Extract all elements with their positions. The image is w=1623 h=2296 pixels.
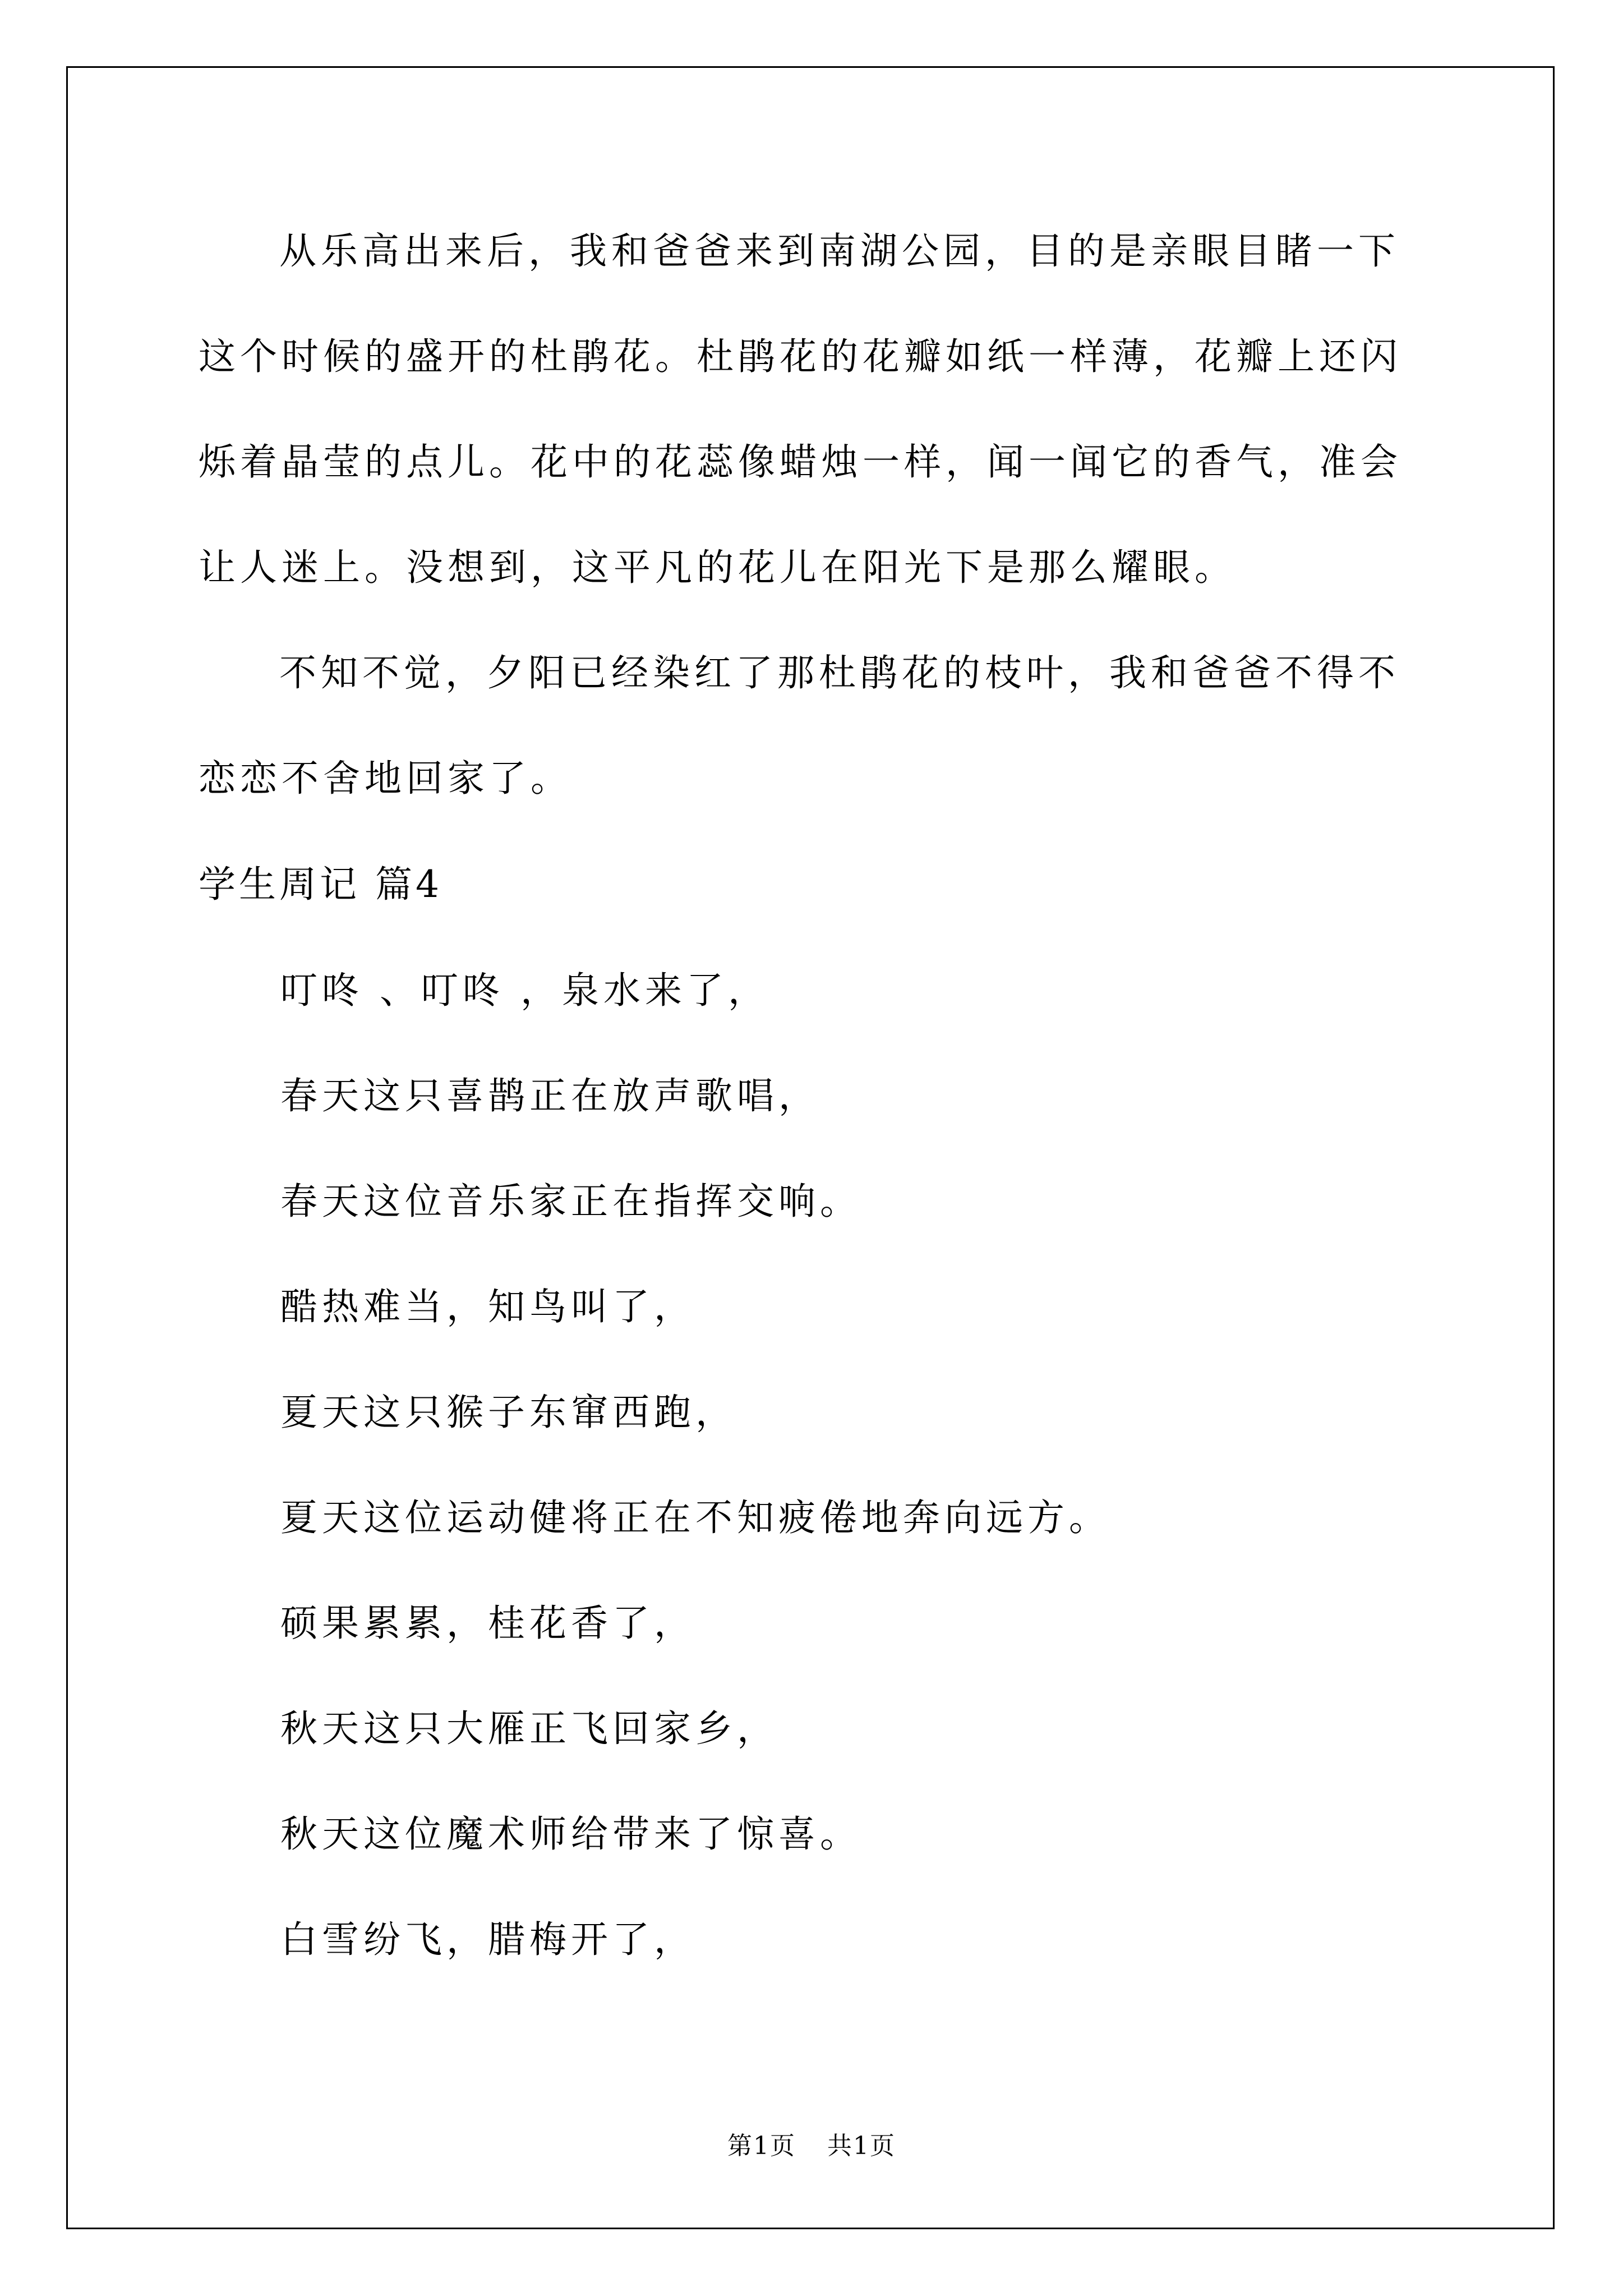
document-body	[199, 199, 1427, 1993]
page-number: 第1页	[727, 2132, 796, 2160]
poem-line: 春天这只喜鹊正在放声歌唱，	[280, 1074, 820, 1117]
poem-line: 酷热难当，知鸟叫了，	[280, 1285, 695, 1328]
page-footer	[0, 2129, 1623, 2163]
poem-line: 夏天这位运动健将正在不知疲倦地奔向远方。	[280, 1496, 1110, 1539]
page-count: 共1页	[827, 2132, 896, 2160]
poem-line: 叮咚 、叮咚 ，泉水来了，	[280, 969, 769, 1012]
poem-line: 秋天这位魔术师给带来了惊喜。	[280, 1812, 861, 1856]
paragraph: 从乐高出来后，我和爸爸来到南湖公园，目的是亲眼目睹一下这个时候的盛开的杜鹃花。杜鹃花的花瓣如纸一样薄，花瓣上还闪烁着晶莹的点儿。花中的花蕊像蜡烛一样，闻一闻它的香气，准会让人迷上。没想到，这平凡的花儿在阳光下是那么耀眼。	[199, 229, 1402, 589]
poem-line: 硕果累累，桂花香了，	[280, 1602, 695, 1645]
poem-line: 夏天这只猴子东窜西跑，	[280, 1391, 737, 1434]
poem-line: 白雪纷飞，腊梅开了，	[280, 1918, 695, 1961]
poem-line: 春天这位音乐家正在指挥交响。	[280, 1180, 861, 1223]
poem-line: 秋天这只大雁正飞回家乡，	[280, 1707, 778, 1750]
section-heading: 学生周记 篇4	[199, 863, 442, 906]
paragraph: 不知不觉，夕阳已经染红了那杜鹃花的枝叶，我和爸爸不得不恋恋不舍地回家了。	[199, 651, 1400, 800]
